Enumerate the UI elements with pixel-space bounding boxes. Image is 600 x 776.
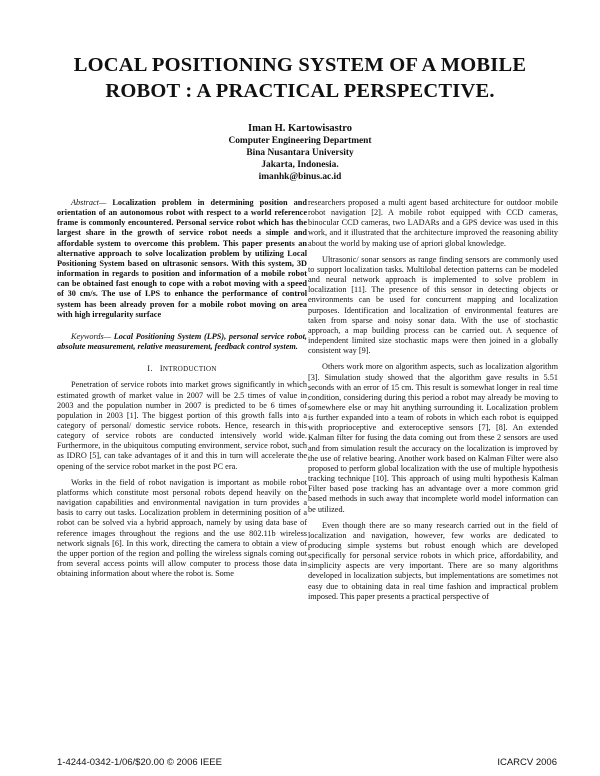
- intro-paragraph-3: researchers proposed a multi agent based architecture for outdoor mobile robot navigation [2]. A mobile robot equipped with CCD cameras, binocular CCD cameras, two LADARs and a GPS device was used in this work, and it illustrated that the architecture improved the reasoning ability about the world by making use of apriori global knowledge.: [308, 198, 558, 248]
- title-line-2: ROBOT : A PRACTICAL PERSPECTIVE.: [105, 80, 495, 102]
- keywords: [57, 332, 307, 352]
- intro-paragraph-4: Ultrasonic/ sonar sensors as range finding sensors are commonly used to support localization tasks. Multilobal detection patterns can be modeled and neural network approach is implemented to solve problem in localization [11]. The presence of this sensor in detecting objects or environments can be used for concurrent mapping and localization purposes. Identification and localization of environmental features are taken from sparse and noisy sonar data. With the use of stochastic approach, a map building process can be carried out. A sequence of independent limited size stochastic maps were then joined in a globally consistent way [9].: [308, 254, 558, 356]
- right-column: [308, 198, 558, 608]
- title-line-1: LOCAL POSITIONING SYSTEM OF A MOBILE: [73, 54, 527, 76]
- section-rest: NTRODUCTION: [162, 365, 217, 374]
- keywords-lead: Keywords—: [71, 331, 112, 341]
- author-block: [150, 122, 450, 183]
- author-city: Jakarta, Indonesia.: [261, 160, 339, 170]
- section-number: I.: [147, 364, 153, 374]
- footer-conference: ICARCV 2006: [497, 757, 557, 768]
- intro-paragraph-2: Works in the field of robot navigation is important as mobile robot platforms which constitute most personal robots depend heavily on the navigation capabilities and environmental navigation in turn provides a basis to carry out tasks. Localization problem in determining position of a robot can be solved via a hybrid approach, namely by using data base of reference images throughout the regions and the use 802.11b wireless network signals [6]. In this work, directing the camera to obtain a view of the upper portion of the region and polling the wireless signals coming out from several access points will allow computer to process those data in obtaining information about where the robot is. Some: [57, 477, 307, 579]
- left-column: [57, 198, 307, 585]
- author-department: Computer Engineering Department: [228, 136, 372, 146]
- author-university: Bina Nusantara University: [246, 148, 354, 158]
- paper-title: [40, 52, 560, 104]
- abstract: [57, 198, 307, 320]
- footer-copyright: 1-4244-0342-1/06/$20.00 © 2006 IEEE: [57, 757, 222, 768]
- author-name: Iman H. Kartowisastro: [248, 123, 352, 134]
- keywords-text: Local Positioning System (LPS), personal service robot, absolute measurement, relative measurement, feedback control system.: [57, 331, 307, 352]
- intro-paragraph-1: Penetration of service robots into market grows significantly in which estimated growth of market value in 2007 will be 2.5 times of value in 2003 and the population number in 2007 is predicted to be 6 times of population in 2003 [1]. The biggest portion of this growth falls into a category of personal/ domestic service robots. Hence, research in this category of service robots are conducted intensively world wide. Furthermore, in the ubiquitous computing environment, service robot, such as IDRO [5], can take advantages of it and this in turn will accelerate the opening of the service robot market in the post PC era.: [57, 380, 307, 471]
- section-heading-introduction: [57, 364, 307, 374]
- abstract-text: Localization problem in determining position and orientation of an autonomous robot with respect to a world reference frame is commonly encountered. Personal service robot which has the largest share in the growth of service robot needs a simple and affordable system to overcome this problem. This paper presents an alternative approach to solve localization problem by utilizing Local Positioning System based on ultrasonic sensors. With this system, 3D information in regards to position and information of a mobile robot can be obtained fast enough to cope with a robot moving with a speed of 30 cm/s. The use of LPS to enhance the performance of control system has been already proven for a mobile robot moving on area with high irregularity surface: [57, 198, 307, 319]
- abstract-lead: Abstract—: [71, 198, 107, 207]
- section-first-letter: I: [159, 364, 163, 374]
- intro-paragraph-6: Even though there are so many research carried out in the field of localization and navigation, however, few works are dedicated to producing simple systems but robust enough which are developed specifically for personal service robots in which price, affordability, and simplicity aspects are very important. There are so many algorithms developed in localization subjects, but implementations are sometimes not easy due to obtaining data in real time fashion and impractical problem imposed. This paper presents a practical perspective of: [308, 520, 558, 601]
- author-email: imanhk@binus.ac.id: [258, 172, 342, 182]
- intro-paragraph-5: Others work more on algorithm aspects, such as localization algorithm [3]. Simulation study showed that the algorithm gave results in 5.51 seconds with an error of 15 cm. This result is somewhat longer in real time condition, considering during this period a robot may already be moving to somewhere else or may hit anything surrounding it. Localization problem is further expanded into a team of robots in which each robot is equipped with proprioceptive and exteroceptive sensors [7], [8]. An extended Kalman filter for fusing the data coming out from these 2 sensors are used and from simulation result the accuracy on the localization is improved by the use of relative bearing. Another work based on Kalman Filter were also proposed to perform global localization with the use of multiple hypothesis tracking technique [10]. This approach of using multi hypothesis Kalman Filter based pose tracking has an advantage over a more common grid based methods in such away that incomplete world model information can be utilized.: [308, 362, 558, 514]
